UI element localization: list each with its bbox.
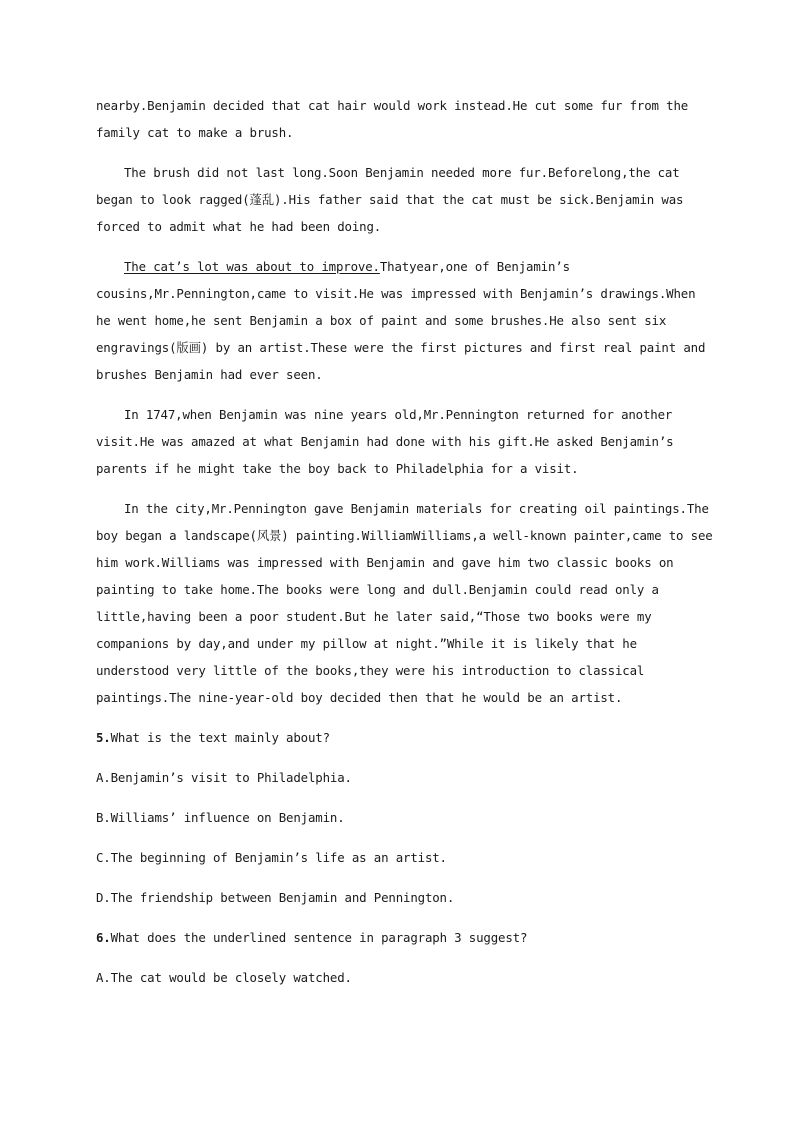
text-line xyxy=(96,253,696,280)
text-line: cousins,Mr.Pennington,came to visit.He was impressed with Benjamin’s drawings.When xyxy=(96,286,696,301)
question-number: 6. xyxy=(96,930,111,945)
text-line: parents if he might take the boy back to Philadelphia for a visit. xyxy=(96,461,579,476)
paragraph-4 xyxy=(96,401,696,482)
question-5-stem xyxy=(96,724,696,751)
text-line: him work.Williams was impressed with Benjamin and gave him two classic books on xyxy=(96,555,674,570)
option-text: C.The beginning of Benjamin’s life as an artist. xyxy=(96,850,447,865)
paragraph-5 xyxy=(96,495,713,711)
text-line: companions by day,and under my pillow at night.”While it is likely that he xyxy=(96,636,637,651)
question-6-stem xyxy=(96,924,696,951)
question-text xyxy=(96,724,696,751)
text-span: Thatyear,one of Benjamin’s xyxy=(379,259,570,274)
text-line: boy began a landscape(风景) painting.WilliamWilliams,a well-known painter,came to see xyxy=(96,528,713,543)
text-line: The brush did not last long.Soon Benjamin needed more fur.Beforelong,the cat xyxy=(124,165,680,180)
text-line: began to look ragged(蓬乱).His father said that the cat must be sick.Benjamin was xyxy=(96,192,684,207)
option-text: D.The friendship between Benjamin and Pennington. xyxy=(96,890,455,905)
underlined-sentence: The cat’s lot was about to improve. xyxy=(124,259,380,274)
text-line: engravings(版画) by an artist.These were the first pictures and first real paint and xyxy=(96,340,706,355)
text-line: forced to admit what he had been doing. xyxy=(96,219,382,234)
text-line: In 1747,when Benjamin was nine years old,Mr.Pennington returned for another xyxy=(124,407,673,422)
text-line: painting to take home.The books were long and dull.Benjamin could read only a xyxy=(96,582,659,597)
option xyxy=(96,844,696,871)
question-text xyxy=(96,924,696,951)
option-text: B.Williams’ influence on Benjamin. xyxy=(96,810,345,825)
option xyxy=(96,964,696,991)
text-line: nearby.Benjamin decided that cat hair would work instead.He cut some fur from the xyxy=(96,98,689,113)
paragraph-2 xyxy=(96,159,696,240)
option xyxy=(96,804,696,831)
document-page xyxy=(96,92,713,1004)
option-text: A.The cat would be closely watched. xyxy=(96,970,352,985)
option-text: A.Benjamin’s visit to Philadelphia. xyxy=(96,770,352,785)
text-line: brushes Benjamin had ever seen. xyxy=(96,367,323,382)
option xyxy=(96,884,696,911)
paragraph-1 xyxy=(96,92,696,146)
paragraph-3 xyxy=(96,253,706,388)
question-number: 5. xyxy=(96,730,111,745)
question-stem: What is the text mainly about? xyxy=(110,730,330,745)
text-line: family cat to make a brush. xyxy=(96,125,294,140)
text-line: he went home,he sent Benjamin a box of paint and some brushes.He also sent six xyxy=(96,313,667,328)
text-line: little,having been a poor student.But he later said,“Those two books were my xyxy=(96,609,652,624)
text-line: visit.He was amazed at what Benjamin had done with his gift.He asked Benjamin’s xyxy=(96,434,674,449)
question-stem: What does the underlined sentence in paragraph 3 suggest? xyxy=(110,930,528,945)
text-line: understood very little of the books,they were his introduction to classical xyxy=(96,663,645,678)
option xyxy=(96,764,696,791)
text-line: paintings.The nine-year-old boy decided then that he would be an artist. xyxy=(96,690,623,705)
text-line: In the city,Mr.Pennington gave Benjamin materials for creating oil paintings.The xyxy=(124,501,709,516)
